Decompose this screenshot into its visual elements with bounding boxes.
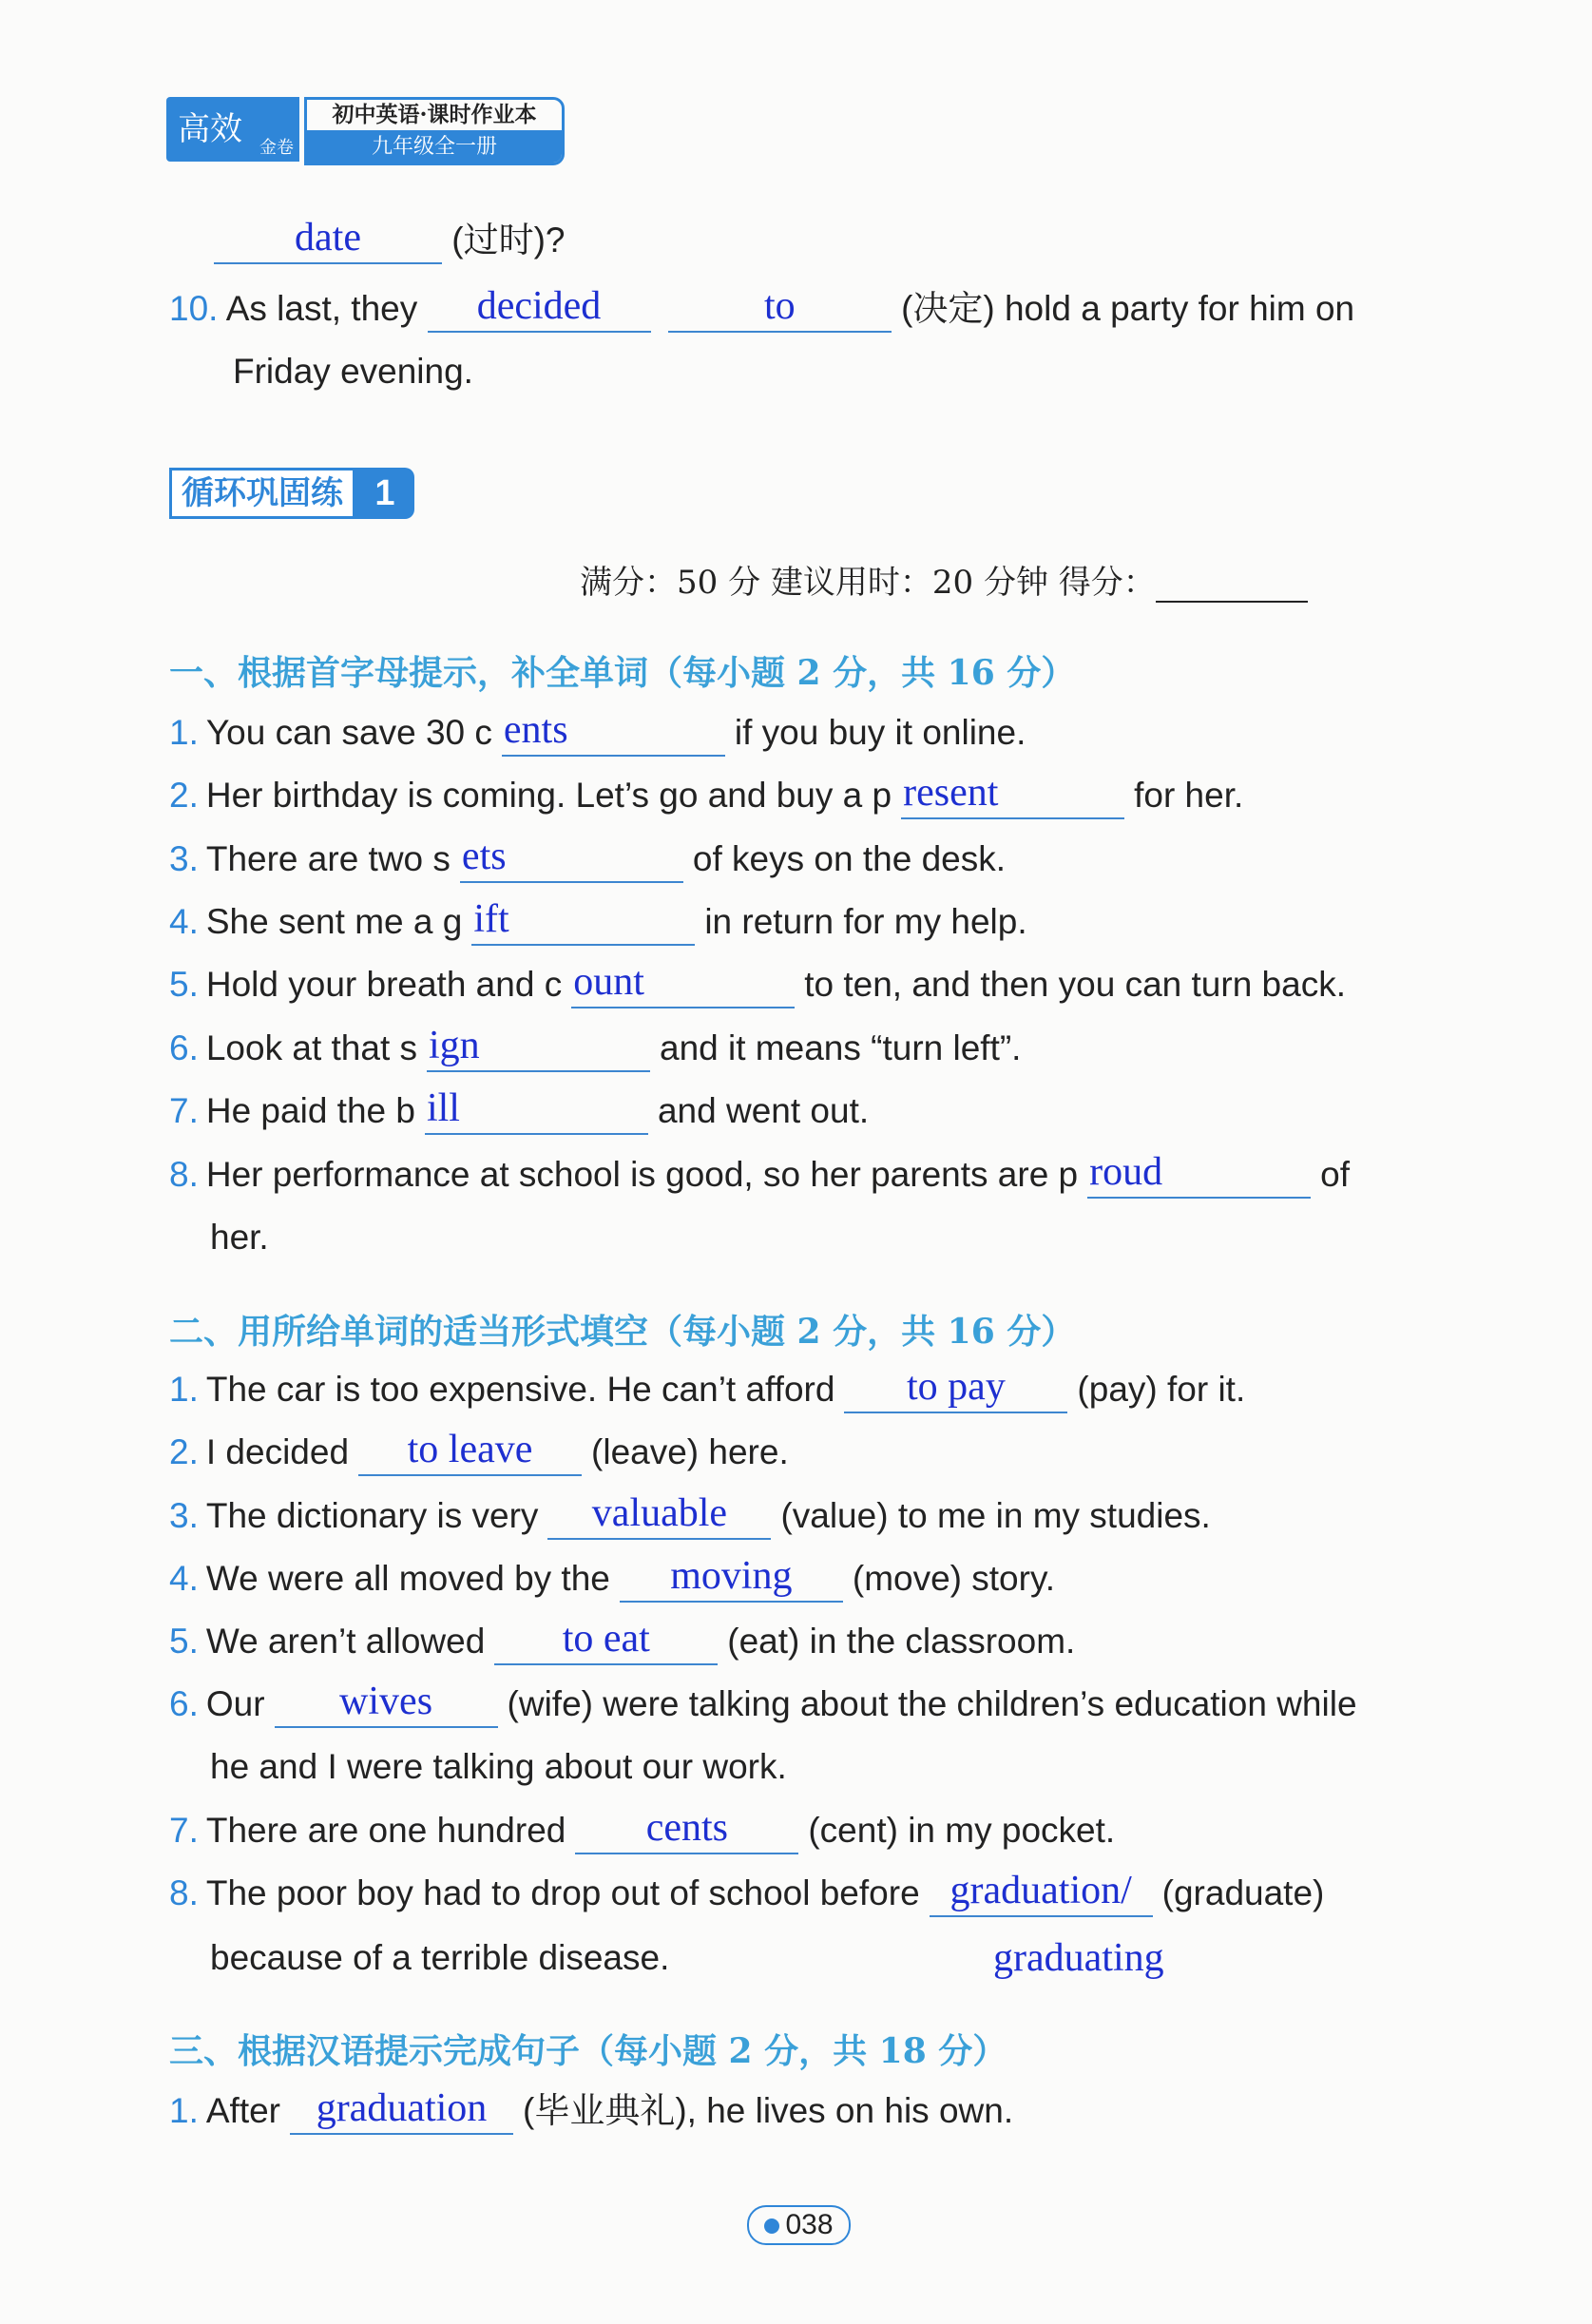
question-number: 1. [169, 1370, 199, 1409]
question-text: of [1320, 1155, 1350, 1194]
handwritten-answer: ets [461, 835, 507, 878]
question-text: The poor boy had to drop out of school before [205, 1873, 920, 1912]
question-text: Our [205, 1684, 265, 1723]
question-text: Look at that s [205, 1028, 418, 1067]
question-row [169, 961, 1346, 1008]
question-row [169, 898, 1027, 946]
question-text: for her. [1134, 776, 1244, 815]
question-row [169, 1555, 1055, 1603]
handwritten-answer: wives [339, 1680, 433, 1723]
question-number: 5. [169, 1622, 199, 1661]
answer-blank [901, 771, 1124, 819]
question-text: The dictionary is very [205, 1496, 539, 1535]
handwritten-answer: resent [903, 771, 999, 815]
question-text: Hold your breath and c [205, 965, 563, 1004]
question-text: (cent) in my pocket. [808, 1811, 1116, 1850]
question-continued: because of a terrible disease. [210, 1938, 670, 1977]
answer-blank [427, 1024, 650, 1072]
question-row [169, 1429, 789, 1476]
question-number: 1. [169, 2091, 199, 2130]
question-10: 10. As last, they decided to (决定) hold a party for him on [169, 285, 1354, 333]
question-text: Her performance at school is good, so her parents are p [205, 1155, 1079, 1194]
question-row [169, 1151, 1350, 1199]
question-number: 4. [169, 902, 199, 941]
question-row [169, 772, 1243, 819]
question-row [169, 1807, 1115, 1854]
question-text: You can save 30 c [205, 713, 492, 752]
handwritten-answer: ift [473, 897, 509, 941]
question-text: There are two s [205, 839, 451, 878]
question-number: 7. [169, 1091, 199, 1130]
answer-blank [471, 897, 695, 946]
question-text: Her birthday is coming. Let’s go and buy a p [205, 776, 892, 815]
question-text: (graduate) [1161, 1873, 1325, 1912]
question-number: 2. [169, 776, 199, 815]
question-text: I decided [205, 1432, 350, 1471]
question-number: 7. [169, 1811, 199, 1850]
question-row [169, 1025, 1021, 1072]
question-row [169, 835, 1006, 883]
answer-blank [620, 1554, 843, 1603]
question-number: 1. [169, 713, 199, 752]
answer-blank [547, 1491, 771, 1540]
question-row [169, 1366, 1245, 1413]
question-row [169, 1087, 869, 1135]
handwritten-answer: ount [573, 960, 644, 1004]
publisher-logo [166, 95, 566, 163]
question-continued: her. [210, 1218, 269, 1257]
answer-blank: decided [428, 287, 651, 333]
answer-blank [460, 837, 683, 883]
handwritten-answer: cents [645, 1806, 728, 1850]
series-box [304, 97, 565, 165]
practice-tag: 循环巩固练 1 [169, 468, 414, 517]
question-text: (毕业典礼), he lives on his own. [523, 2091, 1014, 2130]
question-text: After [205, 2091, 280, 2130]
question-text: He paid the b [205, 1091, 415, 1130]
question-text: There are one hundred [205, 1811, 566, 1850]
question-text: (wife) were talking about the children’s education while [507, 1684, 1357, 1723]
question-text: (leave) here. [591, 1432, 789, 1471]
handwritten-answer: to pay [907, 1365, 1006, 1409]
question-text: of keys on the desk. [692, 839, 1007, 878]
answer-blank [290, 2086, 513, 2135]
question-text: We were all moved by the [205, 1559, 610, 1598]
answer-blank [571, 960, 795, 1008]
handwritten-answer: ign [429, 1024, 480, 1067]
answer-blank [425, 1086, 648, 1135]
answer-blank [844, 1365, 1067, 1413]
question-text: We aren’t allowed [205, 1622, 486, 1661]
section-2-title: 二、用所给单词的适当形式填空（每小题 2 分，共 16 分） [169, 1312, 1076, 1352]
question-text: if you buy it online. [734, 713, 1026, 752]
question-row [169, 1870, 1324, 1917]
question-number: 4. [169, 1559, 199, 1598]
handwritten-answer: valuable [591, 1491, 728, 1535]
answer-blank [930, 1869, 1153, 1917]
question-number: 5. [169, 965, 199, 1004]
handwritten-answer: to leave [407, 1428, 533, 1471]
question-row [169, 1618, 1075, 1665]
answer-blank [494, 1617, 718, 1665]
question-text: in return for my help. [704, 902, 1027, 941]
section-3-title: 三、根据汉语提示完成句子（每小题 2 分，共 18 分） [169, 2031, 1007, 2071]
brand-mark: 高效 金卷 [166, 97, 299, 162]
handwritten-answer: graduating [993, 1936, 1164, 1980]
page-dot-icon [764, 2218, 779, 2234]
handwritten-answer: graduation/ [949, 1869, 1132, 1912]
handwritten-answer: moving [670, 1554, 793, 1598]
section-1-title: 一、根据首字母提示，补全单词（每小题 2 分，共 16 分） [169, 653, 1076, 693]
question-text: to ten, and then you can turn back. [804, 965, 1346, 1004]
handwritten-answer: to eat [562, 1617, 650, 1661]
question-row [169, 1492, 1211, 1540]
question-text: and it means “turn left”. [660, 1028, 1022, 1067]
question-number: 8. [169, 1873, 199, 1912]
question-text: (eat) in the classroom. [727, 1622, 1076, 1661]
question-row [169, 1681, 1357, 1728]
question-number: 3. [169, 839, 199, 878]
question-text: (value) to me in my studies. [780, 1496, 1211, 1535]
score-blank [1156, 567, 1308, 603]
answer-blank [502, 708, 725, 757]
answer-blank [358, 1428, 582, 1476]
question-number: 6. [169, 1684, 199, 1723]
handwritten-answer: ill [426, 1086, 460, 1130]
question-10-continued: Friday evening. [233, 352, 473, 391]
series-title: 初中英语·课时作业本 [332, 102, 537, 127]
question-number: 8. [169, 1155, 199, 1194]
question-continued: he and I were talking about our work. [210, 1747, 787, 1786]
grade-label: 九年级全一册 [307, 130, 562, 163]
question-text: The car is too expensive. He can’t afford [205, 1370, 835, 1409]
question-number: 6. [169, 1028, 199, 1067]
question-text: She sent me a g [205, 902, 463, 941]
question-row [169, 2087, 1013, 2135]
question-number: 3. [169, 1496, 199, 1535]
question-number: 2. [169, 1432, 199, 1471]
answer-blank: date [214, 219, 442, 264]
answer-blank [275, 1682, 498, 1728]
score-line: 满分：50 分 建议用时：20 分钟 得分： [580, 556, 1308, 603]
question-text: and went out. [657, 1091, 870, 1130]
prev-question-tail: date (过时)? [214, 217, 566, 264]
answer-blank [1087, 1150, 1311, 1199]
answer-blank: to [668, 287, 892, 333]
handwritten-answer: roud [1089, 1150, 1163, 1194]
handwritten-answer: ents [503, 708, 568, 752]
answer-blank [575, 1806, 798, 1854]
question-text: (pay) for it. [1077, 1370, 1246, 1409]
question-text: (move) story. [852, 1559, 1055, 1598]
question-row [169, 709, 1026, 757]
page-number: 038 [747, 2205, 851, 2245]
handwritten-answer: graduation [316, 2086, 488, 2130]
